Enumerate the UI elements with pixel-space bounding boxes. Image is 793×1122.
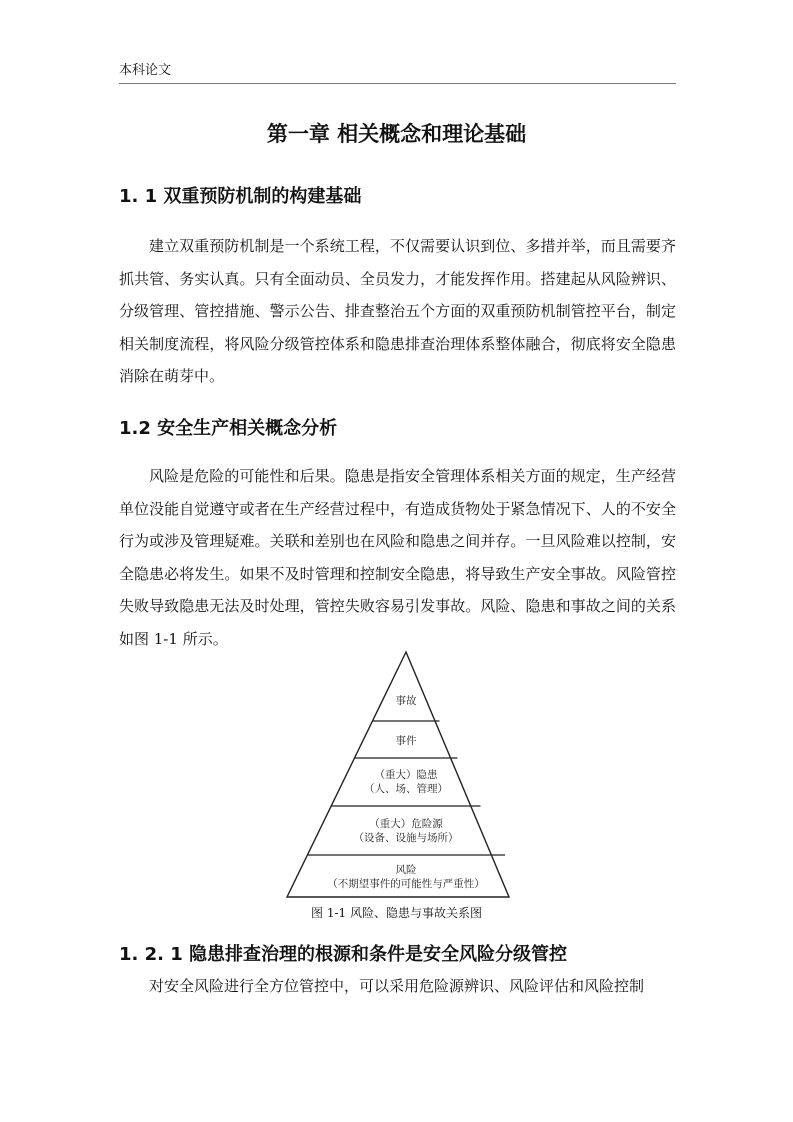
pyramid-level-hazard-detail: （人、场、管理） (364, 783, 448, 795)
section-paragraph-1-2-1: 对安全风险进行全方位管控中，可以采用危险源辨识、风险评估和风险控制 (149, 977, 645, 995)
section-paragraph-1-1: 建立双重预防机制是一个系统工程，不仅需要认识到位、多措并举，而且需要齐抓共管、务实认真。只有全面动员、全员发力，才能发挥作用。搭建起从风险辨识、分级管理、管控措施、警示公告、排查整治五个方面的双重预防机制管控平台，制定相关制度流程，将风险分级管控体系和隐患排查治理体系整体融合，彻底将安全隐患消除在萌芽中。 (119, 237, 676, 385)
header-divider (119, 83, 676, 84)
pyramid-level-hazard: （重大）隐患 (374, 769, 438, 781)
pyramid-level-accident: 事故 (395, 695, 417, 707)
pyramid-level-risk: 风险 (395, 864, 417, 876)
section-heading-1-2: 1.2 安全生产相关概念分析 (119, 418, 338, 439)
chapter-title: 第一章 相关概念和理论基础 (266, 122, 527, 146)
figure-caption: 图 1-1 风险、隐患与事故关系图 (311, 906, 482, 920)
risk-pyramid-diagram (284, 649, 512, 901)
section-paragraph-1-2: 风险是危险的可能性和后果。隐患是指安全管理体系相关方面的规定，生产经营单位没能自觉遵守或者在生产经营过程中，有造成货物处于紧急情况下、人的不安全行为或涉及管理疑难。关联和差别也在风险和隐患之间并存。一旦风险难以控制，安全隐患必将发生。如果不及时管理和控制安全隐患，将导致生产安全事故。风险管控失败导致隐患无法及时处理，管控失败容易引发事故。风险、隐患和事故之间的关系如图 1-1 所示。 (119, 467, 676, 648)
pyramid-level-danger-source: （重大）危险源 (369, 818, 443, 830)
section-heading-1-1: 1. 1 双重预防机制的构建基础 (119, 186, 362, 207)
header-label: 本科论文 (119, 63, 172, 78)
section-heading-1-2-1: 1. 2. 1 隐患排查治理的根源和条件是安全风险分级管控 (119, 944, 568, 965)
pyramid-level-danger-source-detail: （设备、设施与场所） (353, 832, 459, 844)
pyramid-level-incident: 事件 (395, 735, 417, 747)
pyramid-level-risk-detail: （不期望事件的可能性与严重性） (327, 878, 485, 890)
